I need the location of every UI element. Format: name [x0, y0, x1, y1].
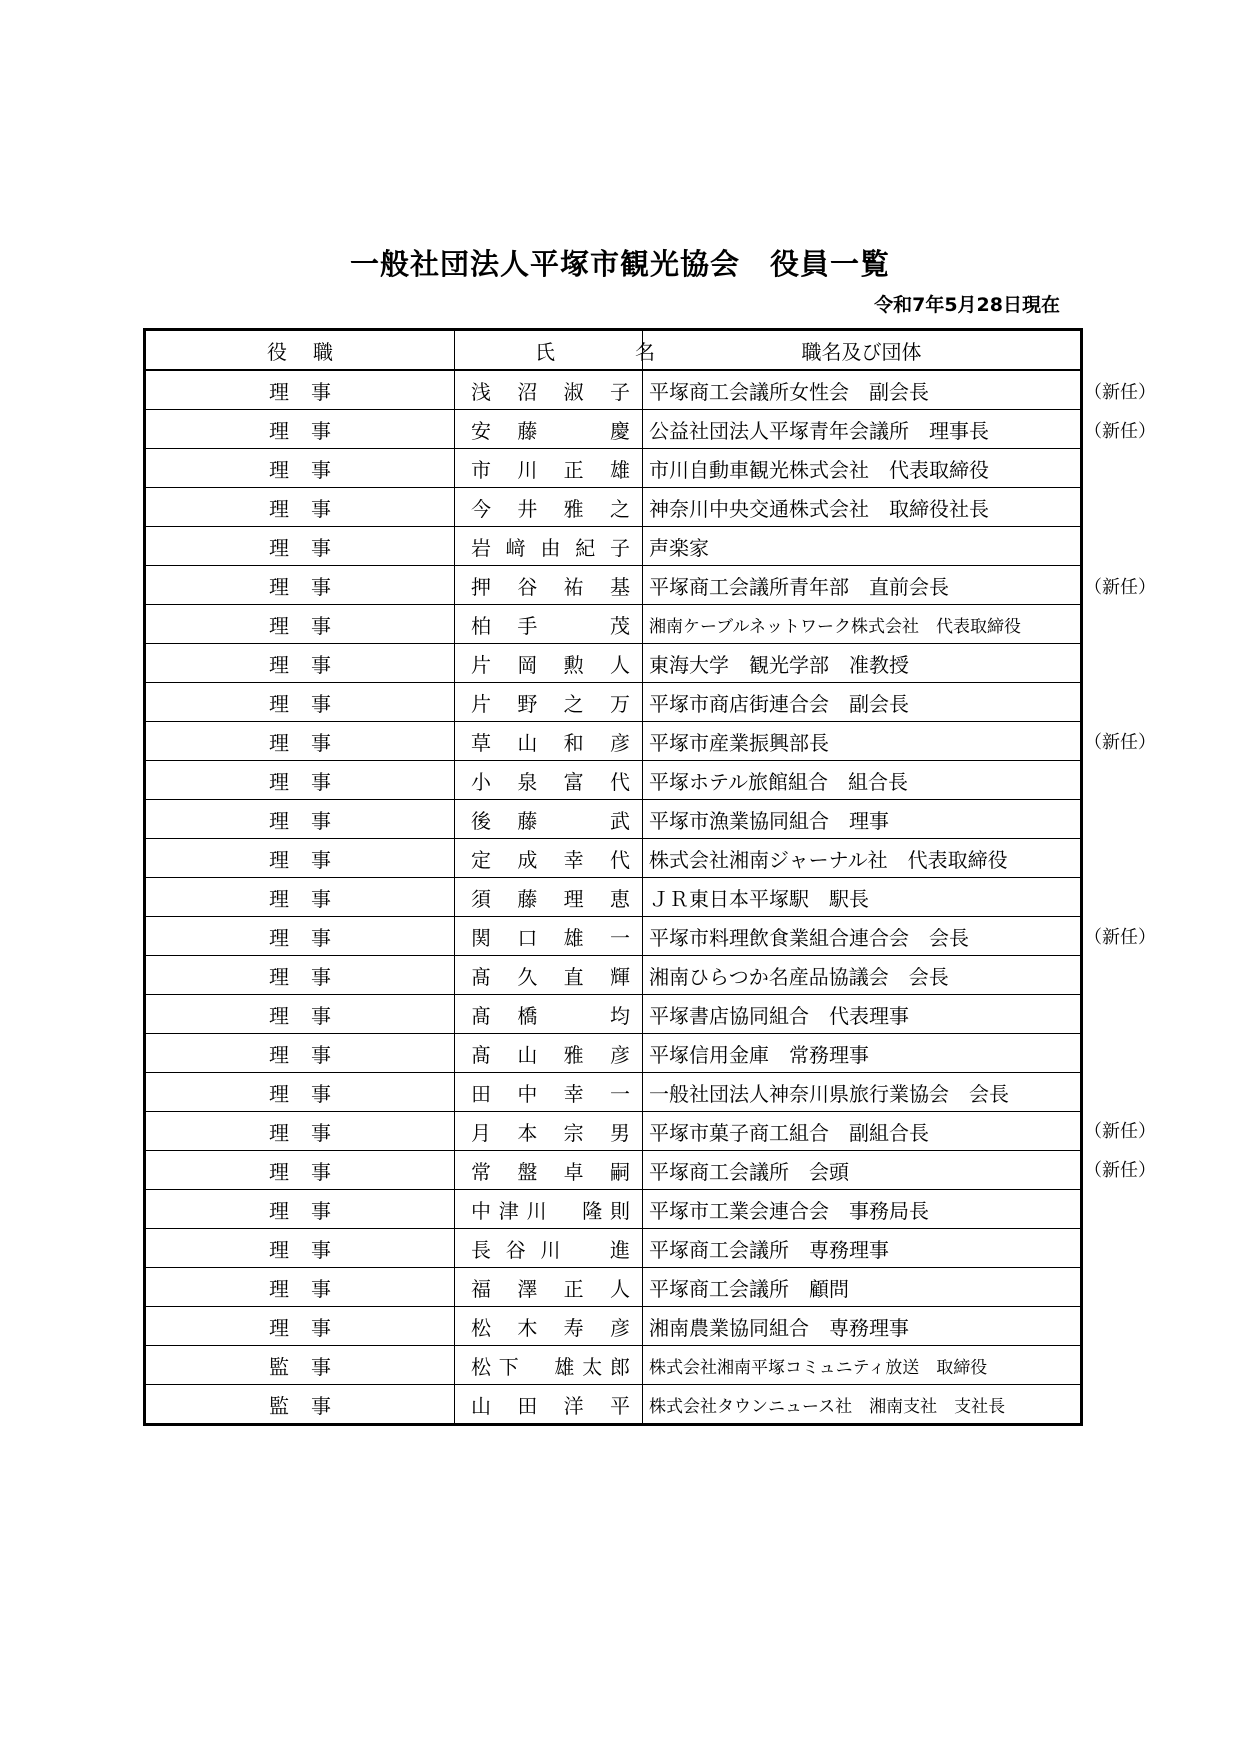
table-row [145, 917, 1082, 956]
name-cell: 山田洋平 [455, 1385, 643, 1425]
new-appointment-note: （新任） [1084, 382, 1156, 403]
name-cell: 小泉富代 [455, 761, 643, 800]
name-cell: 福澤正人 [455, 1268, 643, 1307]
role-cell: 理事 [145, 1190, 455, 1229]
affiliation-cell: 市川自動車観光株式会社 代表取締役 [643, 449, 1082, 488]
role-cell: 理事 [145, 605, 455, 644]
name-cell: 今井雅之 [455, 488, 643, 527]
header-affiliation: 職名及び団体 [643, 330, 1082, 371]
table-row [145, 761, 1082, 800]
table-row [145, 566, 1082, 605]
name-cell: 安藤 慶 [455, 410, 643, 449]
new-appointment-note: （新任） [1084, 732, 1156, 754]
table-row [145, 839, 1082, 878]
affiliation-cell: 平塚市産業振興部長 [643, 722, 1082, 761]
name-cell: 髙山雅彦 [455, 1034, 643, 1073]
table-row [145, 722, 1082, 761]
affiliation-cell: 平塚ホテル旅館組合 組合長 [643, 761, 1082, 800]
name-cell: 長谷川 進 [455, 1229, 643, 1268]
table-row [145, 1034, 1082, 1073]
name-cell: 柏手 茂 [455, 605, 643, 644]
header-name: 氏名 [455, 330, 643, 371]
role-cell: 理事 [145, 566, 455, 605]
affiliation-cell: 平塚商工会議所青年部 直前会長 [643, 566, 1082, 605]
table-row [145, 449, 1082, 488]
role-cell: 理事 [145, 488, 455, 527]
table-row [145, 800, 1082, 839]
table-row [145, 605, 1082, 644]
affiliation-cell: 株式会社タウンニュース社 湘南支社 支社長 [643, 1385, 1082, 1425]
role-cell: 理事 [145, 956, 455, 995]
role-cell: 理事 [145, 761, 455, 800]
new-appointment-note: （新任） [1084, 926, 1156, 948]
role-cell: 理事 [145, 527, 455, 566]
affiliation-cell: 声楽家 [643, 527, 1082, 566]
name-cell: 常盤卓嗣 [455, 1151, 643, 1190]
table-row [145, 1190, 1082, 1229]
role-cell: 理事 [145, 683, 455, 722]
new-appointment-note: （新任） [1084, 576, 1156, 598]
table-row [145, 644, 1082, 683]
header-role: 役職 [145, 330, 455, 371]
table-row [145, 683, 1082, 722]
page-title: 一般社団法人平塚市観光協会 役員一覧 [349, 247, 890, 281]
role-cell: 理事 [145, 1112, 455, 1151]
role-cell: 理事 [145, 917, 455, 956]
table-row [145, 1073, 1082, 1112]
table-row [145, 878, 1082, 917]
role-cell: 理事 [145, 1034, 455, 1073]
affiliation-cell: 平塚市工業会連合会 事務局長 [643, 1190, 1082, 1229]
affiliation-cell: 株式会社湘南ジャーナル社 代表取締役 [643, 839, 1082, 878]
name-cell: 片岡勲人 [455, 644, 643, 683]
new-appointment-note: （新任） [1084, 1160, 1156, 1181]
name-cell: 月本宗男 [455, 1112, 643, 1151]
affiliation-cell: 平塚商工会議所 専務理事 [643, 1229, 1082, 1268]
name-cell: 髙橋 均 [455, 995, 643, 1034]
name-cell: 片野之万 [455, 683, 643, 722]
role-cell: 監事 [145, 1346, 455, 1385]
role-cell: 理事 [145, 995, 455, 1034]
affiliation-cell: 湘南農業協同組合 専務理事 [643, 1307, 1082, 1346]
affiliation-cell: 湘南ひらつか名産品協議会 会長 [643, 956, 1082, 995]
affiliation-cell: 平塚市漁業協同組合 理事 [643, 800, 1082, 839]
affiliation-cell: 平塚商工会議所 顧問 [643, 1268, 1082, 1307]
name-cell: 松下 雄太郎 [455, 1346, 643, 1385]
table-row [145, 1307, 1082, 1346]
table-row [145, 370, 1082, 410]
table-row [145, 488, 1082, 527]
affiliation-cell: 平塚市商店街連合会 副会長 [643, 683, 1082, 722]
table-row [145, 1151, 1082, 1190]
role-cell: 監事 [145, 1385, 455, 1425]
affiliation-cell: 湘南ケーブルネットワーク株式会社 代表取締役 [643, 605, 1082, 644]
role-cell: 理事 [145, 878, 455, 917]
name-cell: 市川正雄 [455, 449, 643, 488]
name-cell: 定成幸代 [455, 839, 643, 878]
affiliation-cell: 平塚市料理飲食業組合連合会 会長 [643, 917, 1082, 956]
table-row [145, 1268, 1082, 1307]
role-cell: 理事 [145, 1307, 455, 1346]
affiliation-cell: 公益社団法人平塚青年会議所 理事長 [643, 410, 1082, 449]
name-cell: 中津川 隆則 [455, 1190, 643, 1229]
table-row [145, 995, 1082, 1034]
name-cell: 浅沼淑子 [455, 370, 643, 410]
name-cell: 髙久直輝 [455, 956, 643, 995]
affiliation-cell: 平塚書店協同組合 代表理事 [643, 995, 1082, 1034]
table-row [145, 1112, 1082, 1151]
affiliation-cell: 平塚信用金庫 常務理事 [643, 1034, 1082, 1073]
table-row [145, 1346, 1082, 1385]
role-cell: 理事 [145, 449, 455, 488]
name-cell: 須藤理恵 [455, 878, 643, 917]
affiliation-cell: 平塚市菓子商工組合 副組合長 [643, 1112, 1082, 1151]
role-cell: 理事 [145, 410, 455, 449]
new-appointment-note: （新任） [1084, 1121, 1156, 1143]
affiliation-cell: ＪＲ東日本平塚駅 駅長 [643, 878, 1082, 917]
role-cell: 理事 [145, 722, 455, 761]
name-cell: 後藤 武 [455, 800, 643, 839]
name-cell: 岩﨑由紀子 [455, 527, 643, 566]
name-cell: 押谷祐基 [455, 566, 643, 605]
affiliation-cell: 東海大学 観光学部 准教授 [643, 644, 1082, 683]
role-cell: 理事 [145, 839, 455, 878]
role-cell: 理事 [145, 800, 455, 839]
name-cell: 関口雄一 [455, 917, 643, 956]
name-cell: 草山和彦 [455, 722, 643, 761]
affiliation-cell: 株式会社湘南平塚コミュニティ放送 取締役 [643, 1346, 1082, 1385]
role-cell: 理事 [145, 1229, 455, 1268]
affiliation-cell: 神奈川中央交通株式会社 取締役社長 [643, 488, 1082, 527]
affiliation-cell: 一般社団法人神奈川県旅行業協会 会長 [643, 1073, 1082, 1112]
table-row [145, 956, 1082, 995]
affiliation-cell: 平塚商工会議所女性会 副会長 [643, 370, 1082, 410]
affiliation-cell: 平塚商工会議所 会頭 [643, 1151, 1082, 1190]
role-cell: 理事 [145, 644, 455, 683]
role-cell: 理事 [145, 1151, 455, 1190]
table-header-row [145, 330, 1082, 371]
table-row [145, 1229, 1082, 1268]
role-cell: 理事 [145, 370, 455, 410]
table-row [145, 410, 1082, 449]
as-of-date: 令和7年5月28日現在 [874, 294, 1060, 316]
new-appointment-note: （新任） [1084, 420, 1156, 442]
role-cell: 理事 [145, 1073, 455, 1112]
name-cell: 田中幸一 [455, 1073, 643, 1112]
table-row [145, 1385, 1082, 1425]
officers-table [143, 328, 1083, 1426]
name-cell: 松木寿彦 [455, 1307, 643, 1346]
table-row [145, 527, 1082, 566]
role-cell: 理事 [145, 1268, 455, 1307]
